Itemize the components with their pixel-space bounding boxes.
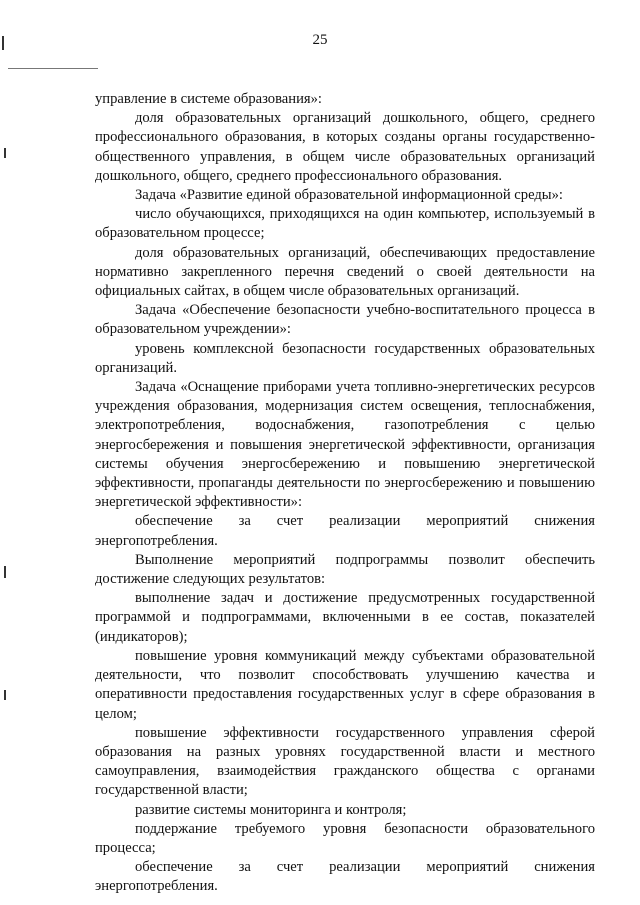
paragraph-results-intro: Выполнение мероприятий подпрограммы позволит обеспечить достижение следующих результатов: — [95, 551, 595, 588]
paragraph-result: обеспечение за счет реализации мероприятий снижения энергопотребления. — [95, 859, 595, 895]
paragraph-result: развитие системы мониторинга и контроля; — [135, 801, 407, 818]
paragraph-indicator: доля образовательных организаций дошкольного, общего, среднего профессионального образования, в которых созданы органы государственно-общественного управления, в общем числе образовательных организаций дошкольного, общего, среднего профессионального образования. — [95, 110, 595, 184]
paragraph-task-heading: Задача «Оснащение приборами учета топливно-энергетических ресурсов учреждения образования, модернизация систем освещения, теплоснабжения, электропотребления, водоснабжения, газопотребления с целью энергосбережения и повышения энергетической эффективности, организация системы обучения энергосбережению и повышению энергетической эффективности, пропаганды деятельности по энергосбережению и повышению энергетической эффективности»: — [95, 379, 595, 511]
scan-mark-left-4 — [4, 690, 6, 700]
paragraph-task-heading: Задача «Развитие единой образовательной информационной среды»: — [135, 187, 563, 204]
paragraph-indicator: уровень комплексной безопасности государственных образовательных организаций. — [95, 340, 595, 376]
paragraph-indicator: число обучающихся, приходящихся на один компьютер, используемый в образовательном процессе; — [95, 206, 595, 242]
scan-mark-top-line — [8, 68, 98, 69]
paragraph-result: повышение уровня коммуникаций между субъектами образовательной деятельности, что позволит способствовать улучшению качества и оперативности предоставления государственных услуг в сфере образования в целом; — [95, 647, 595, 722]
paragraph-indicator: обеспечение за счет реализации мероприятий снижения энергопотребления. — [95, 513, 595, 549]
scan-mark-left-3 — [4, 566, 6, 578]
page-number: 25 — [312, 32, 328, 48]
document-body — [95, 90, 595, 897]
paragraph-result: выполнение задач и достижение предусмотренных государственной программой и подпрограммами, включенными в ее состав, показателей (индикаторов); — [95, 590, 595, 645]
paragraph-task-heading: Задача «Обеспечение безопасности учебно-воспитательного процесса в образовательном учреждении»: — [95, 302, 595, 338]
paragraph-result: повышение эффективности государственного управления сферой образования на разных уровнях государственной власти и местного самоуправления, взаимодействия гражданского общества с органами государственной власти; — [95, 724, 595, 799]
scan-mark-left-2 — [4, 148, 6, 158]
paragraph-result: поддержание требуемого уровня безопасности образовательного процесса; — [95, 820, 595, 856]
paragraph-indicator: доля образовательных организаций, обеспечивающих предоставление нормативно закрепленного перечня сведений о своей деятельности на официальных сайтах, в общем числе образовательных организаций. — [95, 244, 595, 300]
paragraph-continuation: управление в системе образования»: — [95, 91, 322, 107]
